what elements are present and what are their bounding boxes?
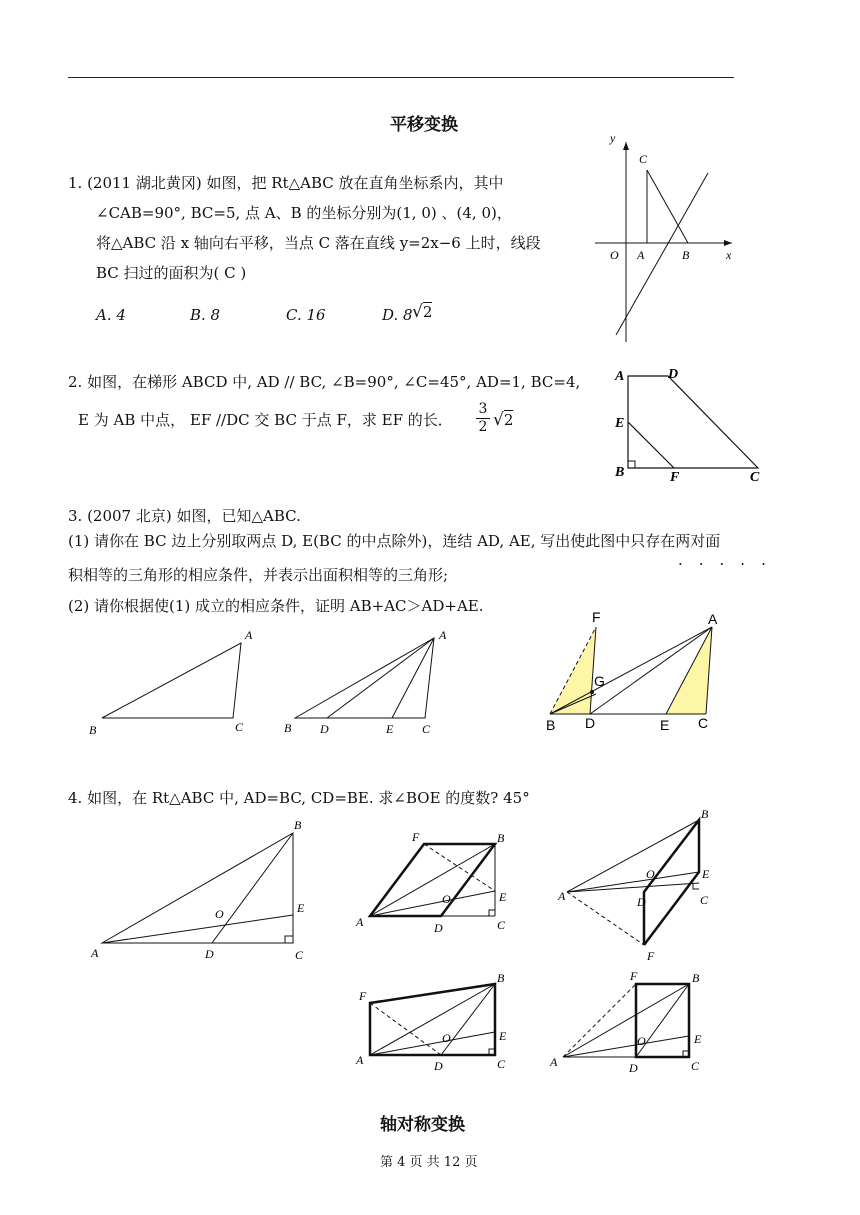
q1-option-d-radical: √2 [412, 302, 433, 322]
q3-fig1-label-B: B [89, 723, 97, 737]
q3-line3: 积相等的三角形的相应条件，并表示出面积相等的三角形; [68, 566, 449, 584]
q2-answer-fraction: 3 2 [476, 401, 490, 436]
q4-f4-label-A: A [356, 1053, 364, 1067]
q4-figure-parallelogram [350, 825, 530, 940]
q1-line4: BC 扫过的面积为( C ) [96, 264, 247, 282]
q1-line3: 将△ABC 沿 x 轴向右平移，当点 C 落在直线 y=2x−6 上时，线段 [96, 234, 541, 252]
q4-f3-label-B: B [701, 807, 709, 821]
q1-coordinate-figure [590, 130, 750, 345]
q4-f2-label-A: A [356, 915, 364, 929]
q4-f4-label-F: F [359, 989, 367, 1003]
q4-main-label-B: B [294, 818, 302, 832]
q3-fig2-label-D: D [320, 722, 329, 736]
q3-fig3-label-E: E [660, 717, 670, 733]
q4-f2-label-E: E [499, 890, 507, 904]
q4-f5-label-F: F [630, 969, 638, 983]
q4-line: 4. 如图，在 Rt△ABC 中, AD=BC, CD=BE. 求∠BOE 的度数? 45° [68, 789, 530, 807]
header-rule [68, 77, 734, 78]
q4-main-label-E: E [297, 901, 305, 915]
q4-f5-label-E: E [694, 1032, 702, 1046]
q1-label-C: C [639, 152, 648, 166]
q3-fig3-label-G: G [594, 673, 605, 689]
q4-figure-vertical [550, 800, 730, 970]
q4-main-figure [85, 815, 325, 965]
q1-option-a: A. 4 [96, 306, 126, 324]
q3-line1: 3. (2007 北京) 如图，已知△ABC. [68, 507, 301, 525]
section-title-translation: 平移变换 [390, 115, 458, 135]
q2-label-D: D [668, 367, 679, 382]
q4-f3-label-A: A [558, 889, 566, 903]
q4-f2-label-B: B [497, 831, 505, 845]
q4-main-label-D: D [205, 947, 214, 961]
q4-f4-label-O: O [442, 1031, 451, 1045]
q4-f2-label-O: O [442, 892, 451, 906]
q2-label-B: B [615, 465, 625, 480]
q3-fig2-label-A: A [439, 628, 447, 642]
page-footer: 第 4 页 共 12 页 [380, 1155, 478, 1170]
q3-fig3-label-F: F [592, 610, 601, 625]
q1-label-A: A [637, 248, 645, 262]
q1-line2: ∠CAB=90°, BC=5, 点 A、B 的坐标分别为(1, 0) 、(4, 0)， [96, 204, 512, 222]
q4-f4-label-B: B [497, 971, 505, 985]
q1-option-b: B. 8 [190, 306, 221, 324]
q3-line4: (2) 请你根据使(1) 成立的相应条件，证明 AB+AC＞AD+AE. [68, 597, 484, 615]
q2-line2: E 为 AB 中点， EF //DC 交 BC 于点 F，求 EF 的长． [78, 411, 453, 429]
q3-figure-2 [280, 625, 460, 740]
q2-label-F: F [670, 470, 680, 485]
q4-figure-trapezoid [350, 970, 530, 1075]
q3-emphasis-dots: ····· [678, 555, 782, 573]
q2-trapezoid-figure [610, 362, 770, 487]
q3-fig3-label-D: D [585, 715, 596, 731]
q4-f3-label-D: D [637, 895, 646, 909]
q4-f5-label-A: A [550, 1055, 558, 1069]
q1-option-c: C. 16 [286, 306, 326, 324]
q2-label-C: C [750, 470, 760, 485]
q4-f3-label-O: O [646, 867, 655, 881]
q2-line1: 2. 如图，在梯形 ABCD 中, AD // BC, ∠B=90°, ∠C=45°, AD=1, BC=4, [68, 373, 581, 391]
q3-fig3-label-B: B [546, 717, 556, 733]
q4-main-label-O: O [215, 907, 224, 921]
q4-f2-label-C: C [497, 918, 506, 932]
q4-f4-label-C: C [497, 1057, 506, 1071]
q1-label-x: x [726, 248, 732, 262]
q4-figure-square [545, 965, 725, 1075]
q2-label-A: A [615, 369, 625, 384]
q4-main-label-C: C [295, 948, 304, 962]
q1-label-B: B [682, 248, 690, 262]
q4-f4-label-D: D [434, 1059, 443, 1073]
q4-f5-label-D: D [629, 1061, 638, 1075]
q3-fig1-label-A: A [245, 628, 253, 642]
q3-fig2-label-B: B [284, 721, 292, 735]
q4-f3-label-E: E [702, 867, 710, 881]
q3-figure-1 [85, 625, 265, 740]
q1-label-y: y [610, 131, 616, 145]
q3-fig2-label-C: C [422, 722, 431, 736]
q3-line2: (1) 请你在 BC 边上分别取两点 D, E(BC 的中点除外)，连结 AD, AE, 写出使此图中只存在两对面 [68, 532, 721, 550]
q3-fig1-label-C: C [235, 720, 244, 734]
section-title-axial-symmetry: 轴对称变换 [380, 1115, 465, 1135]
q1-line1: 1. (2011 湖北黄冈) 如图，把 Rt△ABC 放在直角坐标系内，其中 [68, 174, 504, 192]
q4-main-label-A: A [91, 946, 99, 960]
q3-figure-3 [540, 610, 730, 740]
q2-answer-radical: √2 [493, 410, 514, 430]
q1-label-O: O [610, 248, 619, 262]
q4-f2-label-F: F [412, 830, 420, 844]
q4-f3-label-F: F [647, 949, 655, 963]
q3-fig2-label-E: E [386, 722, 394, 736]
q4-f5-label-B: B [692, 971, 700, 985]
q1-option-d: D. 8 [382, 306, 413, 324]
q4-f5-label-O: O [637, 1034, 646, 1048]
q2-label-E: E [615, 416, 625, 431]
q3-fig3-label-A: A [708, 611, 718, 627]
q4-f3-label-C: C [700, 893, 709, 907]
q4-f4-label-E: E [499, 1029, 507, 1043]
q4-f5-label-C: C [691, 1059, 700, 1073]
q4-f2-label-D: D [434, 921, 443, 935]
q3-fig3-label-C: C [698, 715, 709, 731]
